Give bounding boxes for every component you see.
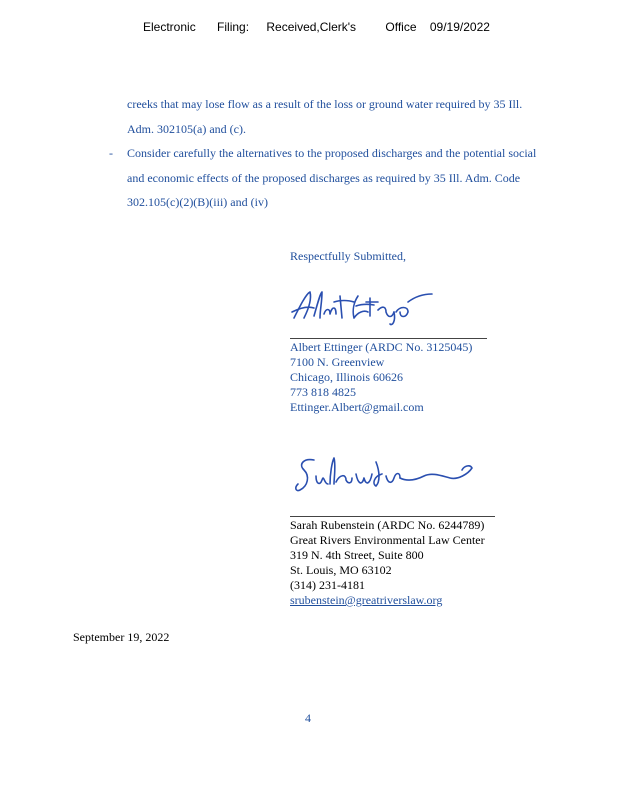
signer1-block bbox=[290, 340, 472, 415]
signer1-email: Ettinger.Albert@gmail.com bbox=[290, 400, 424, 414]
signature-line-1 bbox=[290, 338, 487, 339]
signer1-address2: Chicago, Illinois 60626 bbox=[290, 370, 403, 384]
header-office: Office bbox=[385, 20, 417, 34]
signer2-email-link[interactable]: srubenstein@greatriverslaw.org bbox=[290, 593, 443, 607]
signer1-name: Albert Ettinger (ARDC No. 3125045) bbox=[290, 340, 473, 354]
signer2-name: Sarah Rubenstein (ARDC No. 6244789) bbox=[290, 518, 485, 532]
header-filing: Filing: bbox=[217, 20, 250, 34]
signature-sarah-rubenstein bbox=[292, 454, 482, 499]
closing-text: Respectfully Submitted, bbox=[290, 249, 406, 263]
signature-line-2 bbox=[290, 516, 495, 517]
page-number: 4 bbox=[305, 711, 311, 725]
signer1-phone: 773 818 4825 bbox=[290, 385, 356, 399]
efiling-header bbox=[143, 20, 490, 34]
document-date: September 19, 2022 bbox=[73, 630, 170, 644]
signer2-block bbox=[290, 518, 485, 608]
signature-albert-ettinger bbox=[290, 288, 440, 328]
header-date: 09/19/2022 bbox=[429, 20, 490, 34]
signer2-address2: St. Louis, MO 63102 bbox=[290, 563, 392, 577]
bullet-dash: - bbox=[109, 146, 113, 160]
body-line-5: 302.105(c)(2)(B)(iii) and (iv) bbox=[127, 195, 268, 209]
header-electronic: Electronic bbox=[143, 20, 196, 34]
body-line-3: Consider carefully the alternatives to the proposed discharges and the potential social bbox=[127, 146, 537, 160]
signer1-address1: 7100 N. Greenview bbox=[290, 355, 385, 369]
signer2-org: Great Rivers Environmental Law Center bbox=[290, 533, 485, 547]
signer2-phone: (314) 231-4181 bbox=[290, 578, 365, 592]
body-line-2: Adm. 302105(a) and (c). bbox=[127, 122, 246, 136]
signer2-address1: 319 N. 4th Street, Suite 800 bbox=[290, 548, 424, 562]
body-line-4: and economic effects of the proposed discharges as required by 35 Ill. Adm. Code bbox=[127, 171, 521, 185]
header-received: Received,Clerk's bbox=[266, 20, 357, 34]
body-line-1: creeks that may lose flow as a result of the loss or ground water required by 35 Ill. bbox=[127, 97, 523, 111]
